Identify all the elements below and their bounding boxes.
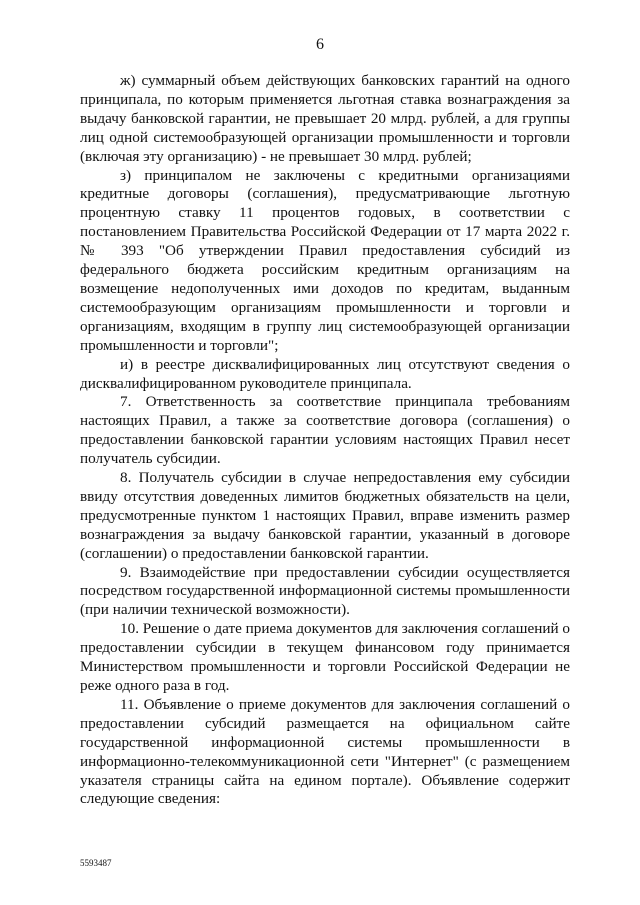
- document-code: 5593487: [80, 858, 112, 868]
- page-number: 6: [316, 36, 324, 53]
- paragraph-10: 10. Решение о дате приема документов для заключения соглашений о предоставлении субсидии в текущем финансовом году принимается Министерством промышленности и торговли Российской Федерации не реже одного раза в год.: [80, 620, 570, 694]
- paragraph-i: и) в реестре дисквалифицированных лиц отсутствуют сведения о дисквалифицированном руководителе принципала.: [80, 355, 570, 392]
- paragraph-9: 9. Взаимодействие при предоставлении субсидии осуществляется посредством государственной информационной системы промышленности (при наличии технической возможности).: [80, 563, 570, 619]
- paragraph-z: з) принципалом не заключены с кредитными организациями кредитные договоры (соглашения), предусматривающие льготную процентную ставку 11 процентов годовых, в соответствии с постановлением Правительства Российской Федерации от 17 марта 2022 г. № 393 "Об утверждении Правил предоставления субсидий из федерального бюджета российским кредитным организациям на возмещение недополученных ими доходов по кредитам, выданным системообразующим организациям промышленности и торговли и организациям, входящим в группу лиц системообразующей организации промышленности и торговли";: [80, 166, 570, 354]
- document-body: [80, 72, 570, 809]
- paragraph-11: 11. Объявление о приеме документов для заключения соглашений о предоставлении субсидий размещается на официальном сайте государственной информационной системы промышленности в информационно-телекоммуникационной сети "Интернет" (с размещением указателя страницы сайта на едином портале). Объявление содержит следующие сведения:: [80, 695, 570, 808]
- paragraph-8: 8. Получатель субсидии в случае непредоставления ему субсидии ввиду отсутствия доведенных лимитов бюджетных обязательств на цели, предусмотренные пунктом 1 настоящих Правил, вправе изменить размер вознаграждения за выдачу банковской гарантии, указанный в договоре (соглашении) о предоставлении банковской гарантии.: [80, 469, 570, 562]
- paragraph-zh: ж) суммарный объем действующих банковских гарантий на одного принципала, по которым применяется льготная ставка вознаграждения за выдачу банковской гарантии, не превышает 20 млрд. рублей, а для группы лиц одной системообразующей организации промышленности и торговли (включая эту организацию) - не превышает 30 млрд. рублей;: [80, 72, 570, 165]
- paragraph-7: 7. Ответственность за соответствие принципала требованиям настоящих Правил, а также за соответствие договора (соглашения) о предоставлении банковской гарантии условиям настоящих Правил несет получатель субсидии.: [80, 393, 570, 468]
